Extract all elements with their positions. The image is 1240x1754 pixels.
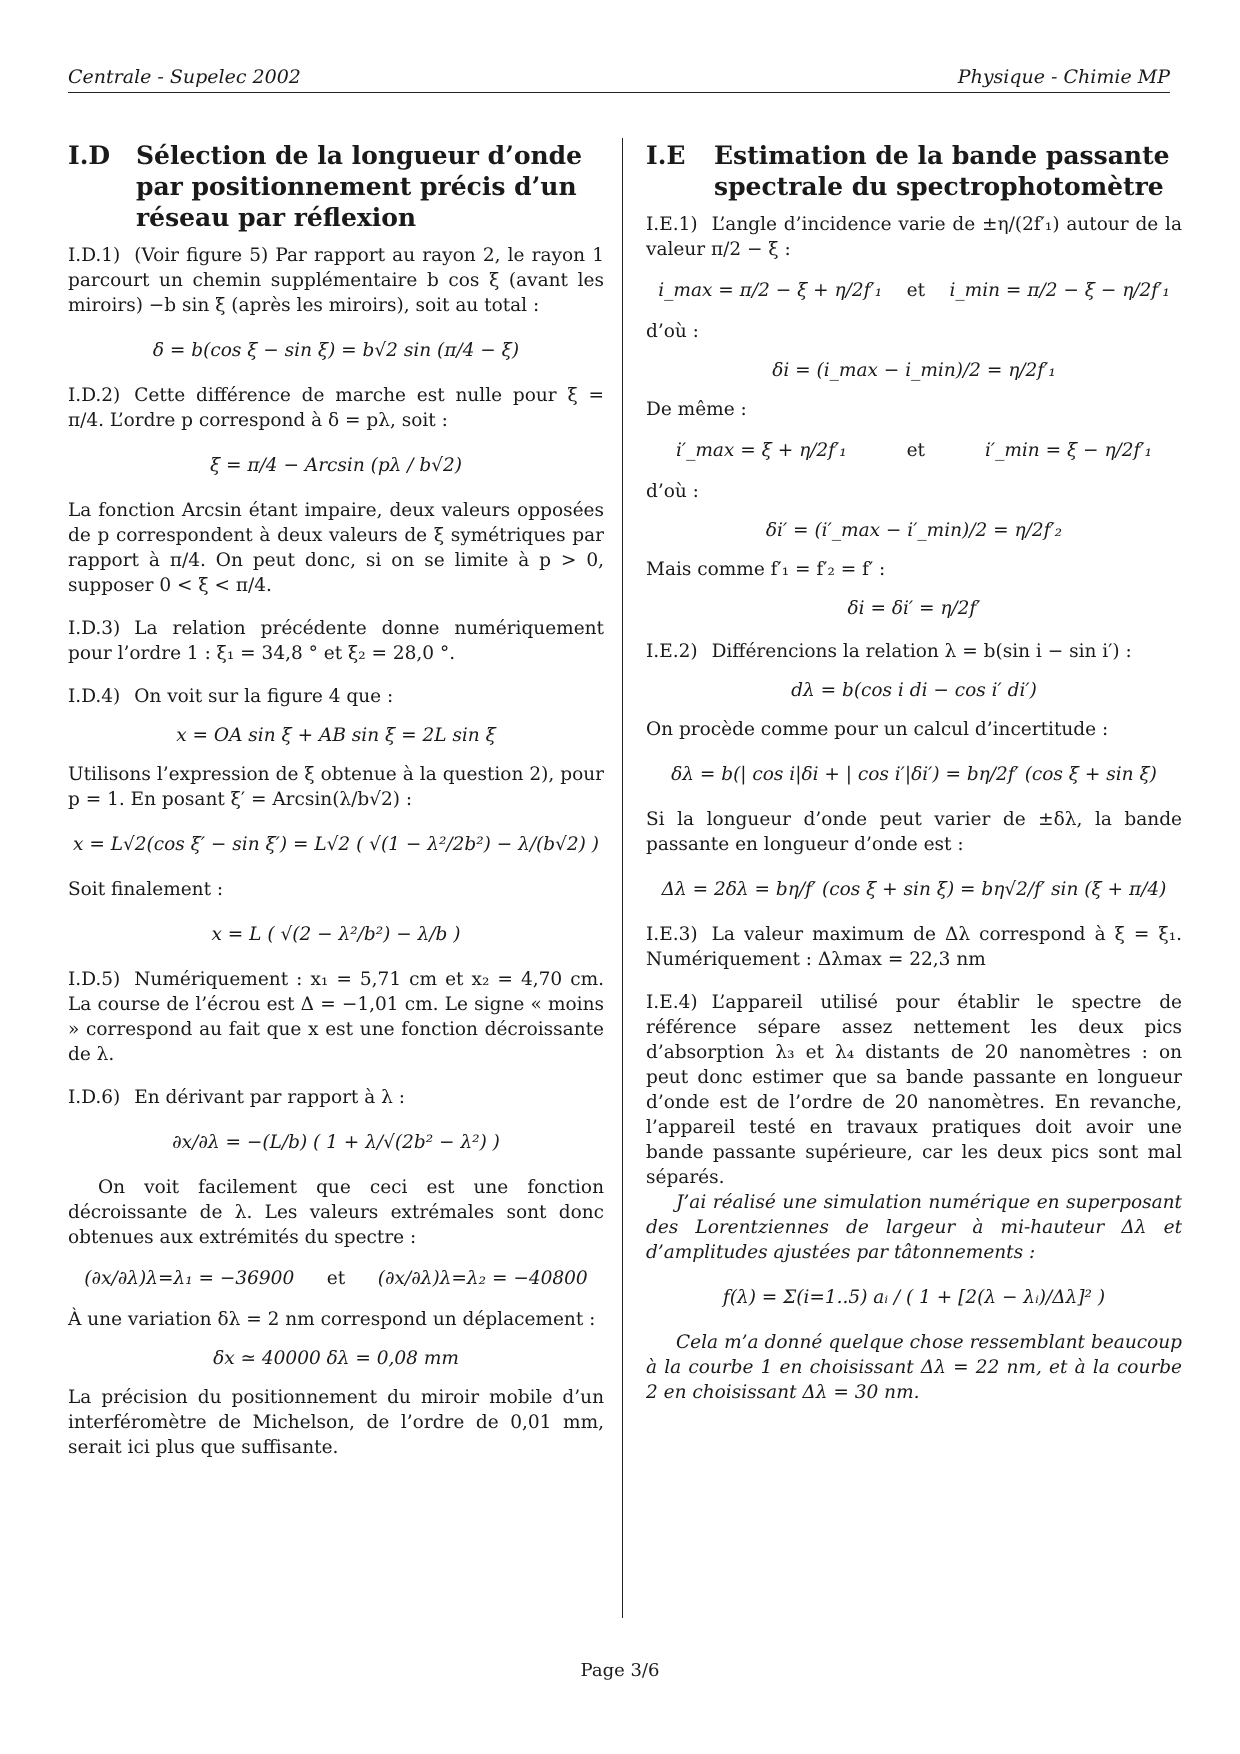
equation: δi = (i_max − i_min)/2 = η/2f′₁: [772, 360, 1056, 381]
header-right: Physique - Chimie MP: [957, 66, 1170, 88]
paragraph: À une variation δλ = 2 nm correspond un déplacement :: [68, 1309, 596, 1330]
paragraph: d’où :: [646, 321, 699, 342]
question-number: I.D.3): [68, 618, 121, 639]
paragraph: d’où :: [646, 481, 699, 502]
section-heading-ID: [68, 140, 604, 233]
question-text: La relation précédente donne numériquement pour l’ordre 1 : ξ₁ = 34,8 ° et ξ₂ = 28,0 °.: [68, 618, 604, 664]
question-text: Cette différence de marche est nulle pour ξ = π/4. L’ordre p correspond à δ = pλ, soit :: [68, 385, 604, 431]
header-left: Centrale - Supelec 2002: [68, 66, 301, 88]
left-column: [68, 140, 604, 1460]
equation-row: [68, 1266, 604, 1291]
question-IE3: [646, 922, 1182, 972]
equation: dλ = b(cos i di − cos i′ di′): [791, 680, 1037, 701]
column-divider: [622, 138, 623, 1618]
question-IE2: [646, 639, 1182, 664]
equation: x = OA sin ξ + AB sin ξ = 2L sin ξ: [176, 725, 496, 746]
equation: ∂x/∂λ = −(L/b) ( 1 + λ/√(2b² − λ²) ): [172, 1132, 500, 1153]
equation: δ = b(cos ξ − sin ξ) = b√2 sin (π/4 − ξ): [152, 340, 520, 361]
paragraph: Soit finalement :: [68, 879, 224, 900]
question-number: I.D.2): [68, 385, 121, 406]
question-number: I.E.2): [646, 641, 698, 662]
paragraph: Mais comme f′₁ = f′₂ = f′ :: [646, 559, 886, 580]
question-text: (Voir figure 5) Par rapport au rayon 2, le rayon 1 parcourt un chemin supplémentaire b cos ξ (avant les miroirs) −b sin ξ (après les miroirs), soit au total :: [68, 245, 604, 316]
question-ID6: [68, 1085, 604, 1110]
question-IE1: [646, 212, 1182, 262]
equation: i′_max = ξ + η/2f′₁: [675, 440, 847, 461]
paragraph: On procède comme pour un calcul d’incertitude :: [646, 719, 1109, 740]
italic-paragraph: J’ai réalisé une simulation numérique en superposant des Lorentziennes de largeur à mi-hauteur Δλ et d’amplitudes ajustées par tâtonnements :: [646, 1192, 1182, 1263]
question-ID3: [68, 616, 604, 666]
conjunction: et: [326, 1268, 346, 1289]
question-ID5: [68, 967, 604, 1067]
conjunction: et: [906, 280, 926, 301]
question-ID2: [68, 383, 604, 433]
equation-row: [646, 438, 1182, 463]
page-number: Page 3/6: [580, 1660, 660, 1681]
question-ID4: [68, 684, 604, 709]
question-text: Différencions la relation λ = b(sin i − sin i′) :: [711, 641, 1132, 662]
paragraph: Utilisons l’expression de ξ obtenue à la question 2), pour p = 1. En posant ξ′ = Arcsin(λ/b√2) :: [68, 764, 604, 810]
section-number: I.D: [68, 141, 111, 170]
question-number: I.E.4): [646, 992, 698, 1013]
equation: δi = δi′ = η/2f′: [847, 598, 981, 619]
question-number: I.D.6): [68, 1087, 121, 1108]
paragraph: On voit facilement que ceci est une fonction décroissante de λ. Les valeurs extrémales sont donc obtenues aux extrémités du spectre :: [68, 1177, 604, 1248]
paragraph: Si la longueur d’onde peut varier de ±δλ, la bande passante en longueur d’onde est :: [646, 809, 1182, 855]
paragraph: De même :: [646, 399, 747, 420]
equation: x = L ( √(2 − λ²/b²) − λ/b ): [211, 924, 461, 945]
question-number: I.D.5): [68, 969, 121, 990]
question-text: Numériquement : x₁ = 5,71 cm et x₂ = 4,70 cm. La course de l’écrou est Δ = −1,01 cm. Le signe « moins » correspond au fait que x est une fonction décroissante de λ.: [68, 969, 604, 1065]
section-heading-IE: [646, 140, 1182, 202]
question-number: I.E.3): [646, 924, 698, 945]
paragraph: La précision du positionnement du miroir mobile d’un interféromètre de Michelson, de l’ordre de 0,01 mm, serait ici plus que suffisante.: [68, 1387, 604, 1458]
question-text: L’angle d’incidence varie de ±η/(2f′₁) autour de la valeur π/2 − ξ :: [646, 214, 1182, 260]
section-title: Estimation de la bande passante spectrale du spectrophotomètre: [714, 141, 1170, 201]
question-number: I.E.1): [646, 214, 698, 235]
equation: i′_min = ξ − η/2f′₁: [984, 440, 1152, 461]
equation: i_min = π/2 − ξ − η/2f′₁: [949, 280, 1170, 301]
equation: i_max = π/2 − ξ + η/2f′₁: [658, 280, 883, 301]
question-text: La valeur maximum de Δλ correspond à ξ = ξ₁. Numériquement : Δλmax = 22,3 nm: [646, 924, 1182, 970]
equation: δx ≃ 40000 δλ = 0,08 mm: [213, 1348, 459, 1369]
italic-paragraph: Cela m’a donné quelque chose ressemblant beaucoup à la courbe 1 en choisissant Δλ = 22 nm, et à la courbe 2 en choisissant Δλ = 30 nm.: [646, 1332, 1182, 1403]
paragraph: La fonction Arcsin étant impaire, deux valeurs opposées de p correspondent à deux valeurs de ξ symétriques par rapport à π/4. On peut donc, si on se limite à p > 0, supposer 0 < ξ < π/4.: [68, 500, 604, 596]
question-IE4: [646, 990, 1182, 1190]
equation: ξ = π/4 − Arcsin (pλ / b√2): [209, 455, 463, 476]
equation: (∂x/∂λ)λ=λ₂ = −40800: [377, 1268, 588, 1289]
equation: x = L√2(cos ξ′ − sin ξ′) = L√2 ( √(1 − λ²/2b²) − λ/(b√2) ): [73, 834, 599, 855]
equation: (∂x/∂λ)λ=λ₁ = −36900: [84, 1268, 295, 1289]
equation: δλ = b(| cos i|δi + | cos i′|δi′) = bη/2f′ (cos ξ + sin ξ): [671, 764, 1157, 785]
question-text: L’appareil utilisé pour établir le spectre de référence sépare assez nettement les deux pics d’absorption λ₃ et λ₄ distants de 20 nanomètres : on peut donc estimer que sa bande passante en longueur d’onde est de l’ordre de 20 nanomètres. En revanche, l’appareil testé en travaux pratiques doit avoir une bande passante supérieure, car les deux pics sont mal séparés.: [646, 992, 1182, 1188]
question-number: I.D.4): [68, 686, 121, 707]
conjunction: et: [906, 440, 925, 461]
equation: δi′ = (i′_max − i′_min)/2 = η/2f′₂: [765, 520, 1063, 541]
equation-row: [646, 278, 1182, 303]
equation: Δλ = 2δλ = bη/f′ (cos ξ + sin ξ) = bη√2/f′ sin (ξ + π/4): [661, 879, 1167, 900]
right-column: [646, 140, 1182, 1405]
section-title: Sélection de la longueur d’onde par positionnement précis d’un réseau par réflexion: [136, 141, 583, 232]
question-number: I.D.1): [68, 245, 121, 266]
section-number: I.E: [646, 141, 686, 170]
page-header: [68, 66, 1170, 88]
equation: f(λ) = Σ(i=1..5) aᵢ / ( 1 + [2(λ − λᵢ)/Δλ]² ): [722, 1287, 1106, 1308]
header-rule: [68, 92, 1170, 93]
question-text: On voit sur la figure 4 que :: [134, 686, 394, 707]
question-ID1: [68, 243, 604, 318]
question-text: En dérivant par rapport à λ :: [134, 1087, 405, 1108]
